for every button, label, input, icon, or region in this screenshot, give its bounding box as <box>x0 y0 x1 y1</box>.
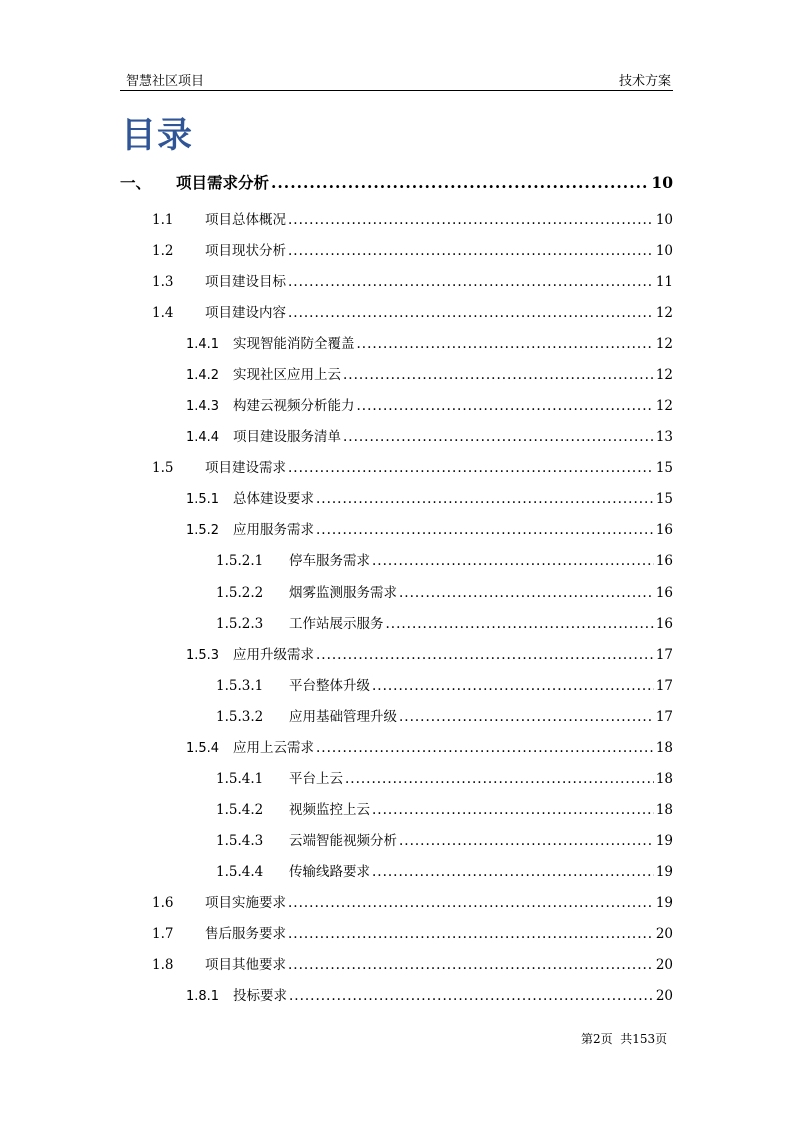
toc-leader-dots <box>399 709 654 725</box>
toc-leader-dots <box>289 988 654 1004</box>
toc-entry-title: 应用上云需求 <box>233 739 314 756</box>
toc-entry[interactable] <box>152 922 673 942</box>
toc-entry-title: 项目总体概况 <box>205 212 286 229</box>
toc-entry-number: 1.4.4 <box>186 430 220 446</box>
toc-entry-number: 1.5.2.1 <box>216 553 264 570</box>
toc-entry[interactable] <box>186 984 673 1004</box>
toc-entry-number: 1.5.4.2 <box>216 801 264 818</box>
toc-entry-page: 16 <box>655 522 673 539</box>
toc-entry-number: 1.5.4.1 <box>216 770 264 787</box>
toc-entry-number: 1.8 <box>152 957 174 973</box>
toc-leader-dots <box>357 336 654 352</box>
toc-entry-number: 1.5.4.3 <box>216 832 264 849</box>
toc-entry[interactable] <box>120 171 673 193</box>
toc-entry-page: 12 <box>655 367 673 384</box>
toc-entry-page: 17 <box>655 708 673 725</box>
header-divider <box>120 90 673 91</box>
header-project-name: 智慧社区项目 <box>126 74 205 89</box>
footer-total-pages: 共153页 <box>620 1032 668 1046</box>
toc-entry-title: 平台整体升级 <box>289 677 370 694</box>
toc-entry-page: 16 <box>655 615 673 632</box>
toc-leader-dots <box>372 678 654 694</box>
toc-entry[interactable] <box>186 363 673 383</box>
toc-leader-dots <box>288 243 654 259</box>
toc-leader-dots <box>288 895 654 911</box>
toc-entry[interactable] <box>152 239 673 259</box>
toc-entry[interactable] <box>186 643 673 663</box>
toc-entry[interactable] <box>216 829 673 849</box>
page-title: 目录 <box>121 116 194 156</box>
toc-entry-page: 17 <box>655 677 673 694</box>
toc-leader-dots <box>372 802 654 818</box>
toc-entry-page: 20 <box>655 925 673 942</box>
toc-entry-number: 一、 <box>120 173 152 192</box>
toc-entry-page: 15 <box>655 460 673 477</box>
toc-leader-dots <box>399 833 654 849</box>
toc-entry[interactable] <box>216 705 673 725</box>
toc-leader-dots <box>386 616 654 632</box>
toc-entry-number: 1.4 <box>152 305 174 322</box>
toc-entry[interactable] <box>216 767 673 787</box>
toc-entry[interactable] <box>186 487 673 507</box>
toc-entry[interactable] <box>216 581 673 601</box>
toc-entry-title: 视频监控上云 <box>289 801 370 818</box>
toc-entry[interactable] <box>152 270 673 290</box>
toc-entry-title: 项目其他要求 <box>205 957 286 973</box>
page-footer <box>581 1030 667 1047</box>
toc-entry-number: 1.5.2.2 <box>216 584 264 601</box>
toc-entry-title: 项目建设目标 <box>205 274 286 291</box>
toc-entry-number: 1.7 <box>152 925 174 942</box>
toc-entry-number: 1.5.4 <box>186 740 220 756</box>
toc-entry-number: 1.5.2 <box>186 523 220 539</box>
toc-entry-title: 停车服务需求 <box>289 553 370 570</box>
toc-entry-page: 10 <box>651 173 673 192</box>
toc-entry-title: 应用升级需求 <box>233 646 314 663</box>
toc-entry-title: 应用基础管理升级 <box>289 708 397 725</box>
toc-entry-page: 20 <box>655 988 673 1005</box>
toc-entry[interactable] <box>152 208 673 228</box>
toc-entry-title: 项目实施要求 <box>205 894 286 911</box>
toc-entry-title: 总体建设要求 <box>233 491 314 508</box>
toc-leader-dots <box>288 212 654 228</box>
toc-entry-title: 实现智能消防全覆盖 <box>233 336 355 353</box>
toc-entry-number: 1.6 <box>152 894 174 911</box>
toc-entry-title: 构建云视频分析能力 <box>233 398 355 415</box>
toc-entry-title: 项目建设需求 <box>205 460 286 477</box>
toc-entry[interactable] <box>186 425 673 445</box>
toc-leader-dots <box>288 274 654 290</box>
toc-entry-title: 项目需求分析 <box>176 173 270 192</box>
toc-entry[interactable] <box>186 394 673 414</box>
toc-entry-number: 1.5.3 <box>186 647 220 663</box>
toc-entry-page: 12 <box>655 398 673 415</box>
toc-leader-dots <box>316 740 654 756</box>
toc-entry[interactable] <box>186 518 673 538</box>
toc-entry-page: 10 <box>655 243 673 260</box>
toc-entry-title: 项目建设内容 <box>205 305 286 322</box>
toc-entry-number: 1.3 <box>152 274 174 291</box>
toc-entry-page: 12 <box>655 305 673 322</box>
toc-leader-dots <box>316 491 654 507</box>
toc-leader-dots <box>357 398 654 414</box>
toc-entry-title: 云端智能视频分析 <box>289 832 397 849</box>
toc-entry-title: 投标要求 <box>233 988 287 1005</box>
toc-entry-title: 烟雾监测服务需求 <box>289 584 397 601</box>
toc-entry-title: 售后服务要求 <box>205 925 286 942</box>
toc-entry-page: 19 <box>655 863 673 880</box>
toc-entry[interactable] <box>216 860 673 880</box>
toc-entry[interactable] <box>152 891 673 911</box>
toc-entry-page: 19 <box>655 894 673 911</box>
toc-entry[interactable] <box>186 736 673 756</box>
toc-entry[interactable] <box>186 332 673 352</box>
toc-entry[interactable] <box>152 301 673 321</box>
toc-entry-title: 项目建设服务清单 <box>233 429 341 446</box>
toc-entry-page: 18 <box>655 801 673 818</box>
toc-leader-dots <box>343 367 654 383</box>
toc-leader-dots <box>372 553 654 569</box>
toc-entry[interactable] <box>216 612 673 632</box>
toc-entry-number: 1.4.3 <box>186 399 220 415</box>
toc-entry-title: 实现社区应用上云 <box>233 367 341 384</box>
toc-entry-title: 工作站展示服务 <box>289 615 384 632</box>
toc-entry-number: 1.5 <box>152 460 174 477</box>
toc-entry-number: 1.4.2 <box>186 368 220 384</box>
toc-leader-dots <box>288 957 654 973</box>
toc-entry[interactable] <box>216 798 673 818</box>
toc-entry-number: 1.4.1 <box>186 337 220 353</box>
toc-entry-page: 18 <box>655 770 673 787</box>
toc-entry[interactable] <box>216 674 673 694</box>
toc-entry-page: 13 <box>655 429 673 446</box>
toc-entry-number: 1.5.4.4 <box>216 863 264 880</box>
toc-entry-page: 17 <box>655 646 673 663</box>
toc-entry-page: 16 <box>655 553 673 570</box>
toc-entry-number: 1.5.1 <box>186 492 220 508</box>
toc-leader-dots <box>288 305 654 321</box>
toc-leader-dots <box>316 647 654 663</box>
toc-leader-dots <box>271 173 649 192</box>
toc-leader-dots <box>288 460 654 476</box>
toc-entry-page: 11 <box>655 274 673 291</box>
toc-leader-dots <box>399 585 654 601</box>
toc-entry-number: 1.2 <box>152 243 174 260</box>
toc-entry-title: 平台上云 <box>289 770 343 787</box>
header-doc-type: 技术方案 <box>618 74 671 89</box>
toc-entry-page: 15 <box>655 491 673 508</box>
toc-entry-page: 19 <box>655 832 673 849</box>
toc-entry-page: 12 <box>655 336 673 353</box>
toc-leader-dots <box>343 429 654 445</box>
toc-entry-title: 项目现状分析 <box>205 243 286 260</box>
footer-page-number: 第2页 <box>581 1032 613 1046</box>
toc-leader-dots <box>372 864 654 880</box>
toc-entry-title: 应用服务需求 <box>233 522 314 539</box>
toc-entry-number: 1.5.3.1 <box>216 677 264 694</box>
toc-entry-number: 1.5.2.3 <box>216 615 264 632</box>
toc-entry-page: 16 <box>655 584 673 601</box>
toc-entry-title: 传输线路要求 <box>289 863 370 880</box>
toc-entry-page: 18 <box>655 739 673 756</box>
toc-entry[interactable] <box>216 549 673 569</box>
toc-entry-number: 1.5.3.2 <box>216 708 264 725</box>
toc-entry[interactable] <box>152 456 673 476</box>
toc-entry-number: 1.1 <box>152 212 174 229</box>
toc-leader-dots <box>288 926 654 942</box>
toc-entry-page: 20 <box>655 957 673 973</box>
toc-entry-page: 10 <box>655 212 673 229</box>
toc-leader-dots <box>345 771 654 787</box>
toc-entry[interactable] <box>152 953 673 973</box>
toc-leader-dots <box>316 522 654 538</box>
toc-entry-number: 1.8.1 <box>186 989 220 1005</box>
